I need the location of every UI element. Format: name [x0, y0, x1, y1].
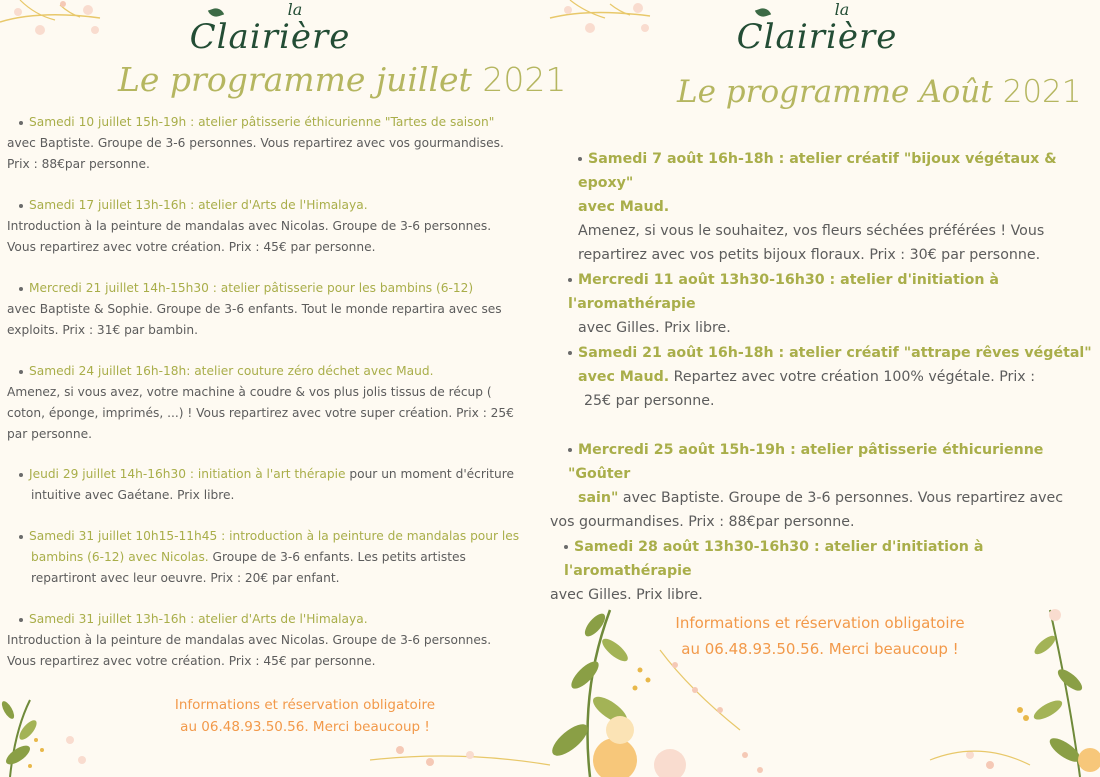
event-item: Samedi 31 juillet 13h-16h : atelier d'Arts de l'Himalaya. Introduction à la peinture de mandalas avec Nicolas. Groupe de 3-6 personnes. Vous repartirez avec votre création. Prix : 45€ par personne. — [7, 612, 492, 668]
page-title — [677, 74, 1082, 110]
event-item: Samedi 28 août 13h30-16h30 : atelier d'initiation à l'aromathérapie avec Gilles. Prix libre. — [550, 539, 984, 603]
info-contact: Informations et réservation obligatoire au 06.48.93.50.56. Merci beaucoup ! — [174, 697, 436, 735]
bullet-icon — [568, 278, 572, 282]
event-item: Samedi 21 août 16h-18h : atelier créatif "attrape rêves végétal" avec Maud. Repartez avec votre création 100% végétale. Prix : 25€ par personne. — [550, 341, 1100, 413]
floral-branch-decoration — [0, 0, 110, 45]
bullet-icon — [568, 351, 572, 355]
event-item: Samedi 10 juillet 15h-19h : atelier pâtisserie éthicurienne "Tartes de saison" avec Baptiste. Groupe de 3-6 personnes. Vous repartirez avec vos gourmandises. Prix : 88€par personne. — [7, 115, 504, 171]
event-item: Samedi 24 juillet 16h-18h: atelier couture zéro déchet avec Maud. Amenez, si vous avez, votre machine à coudre & vos plus jolis tissus de récup ( coton, éponge, imprimés, ...) ! Vous repartirez avec votre super création. Prix : 25€ par personne. — [7, 364, 514, 441]
bullet-icon — [564, 545, 568, 549]
bullet-icon — [19, 287, 23, 291]
info-contact: Informations et réservation obligatoire au 06.48.93.50.56. Merci beaucoup ! — [675, 614, 965, 658]
bullet-icon — [19, 618, 23, 622]
title-text: Le programme Août — [677, 74, 993, 110]
title-text: Le programme juillet — [118, 60, 472, 99]
event-item: Mercredi 21 juillet 14h-15h30 : atelier pâtisserie pour les bambins (6-12) avec Baptiste & Sophie. Groupe de 3-6 enfants. Tout le monde repartira avec ses exploits. Prix : 31€ par bambin. — [7, 281, 502, 337]
event-item: Mercredi 11 août 13h30-16h30 : atelier d'initiation à l'aromathérapie avec Gilles. Prix libre. — [568, 272, 999, 336]
bullet-icon — [19, 121, 23, 125]
brand-prefix: la — [287, 0, 303, 19]
bullet-icon — [578, 157, 582, 161]
brand-name: Clairière — [189, 17, 351, 57]
event-item: Samedi 7 août 16h-18h : atelier créatif "bijoux végétaux & epoxy" avec Maud. Amenez, si vous le souhaitez, vos fleurs séchées préférées ! Vous repartirez avec vos petits bijoux floraux. Prix : 30€ par personne. — [578, 151, 1057, 263]
event-item: Mercredi 25 août 15h-19h : atelier pâtisserie éthicurienne "Goûter sain" avec Baptiste. Groupe de 3-6 personnes. Vous repartirez avec vos gourmandises. Prix : 88€par personne. — [550, 442, 1064, 530]
event-item: Samedi 31 juillet 10h15-11h45 : introduction à la peinture de mandalas pour les bambins (6-12) avec Nicolas. Groupe de 3-6 enfants. Les petits artistes repartiront avec leur oeuvre. Prix : 20€ par enfant. — [19, 526, 549, 589]
brand-logo — [185, 2, 355, 56]
bullet-icon — [19, 535, 23, 539]
title-year: 2021 — [1002, 74, 1082, 110]
august-page — [550, 0, 1100, 777]
brand-prefix: la — [834, 0, 850, 19]
page-title — [118, 60, 566, 99]
bullet-icon — [19, 473, 23, 477]
event-item: Jeudi 29 juillet 14h-16h30 : initiation à l'art thérapie pour un moment d'écriture intuitive avec Gaétane. Prix libre. — [19, 464, 549, 506]
event-item: Samedi 17 juillet 13h-16h : atelier d'Arts de l'Himalaya. Introduction à la peinture de mandalas avec Nicolas. Groupe de 3-6 personnes. Vous repartirez avec votre création. Prix : 45€ par personne. — [7, 198, 492, 254]
bullet-icon — [568, 448, 572, 452]
floral-branch-decoration — [550, 0, 660, 45]
brand-logo — [732, 2, 902, 56]
brand-name: Clairière — [736, 17, 898, 57]
bullet-icon — [19, 204, 23, 208]
bullet-icon — [19, 370, 23, 374]
title-year: 2021 — [482, 60, 567, 99]
